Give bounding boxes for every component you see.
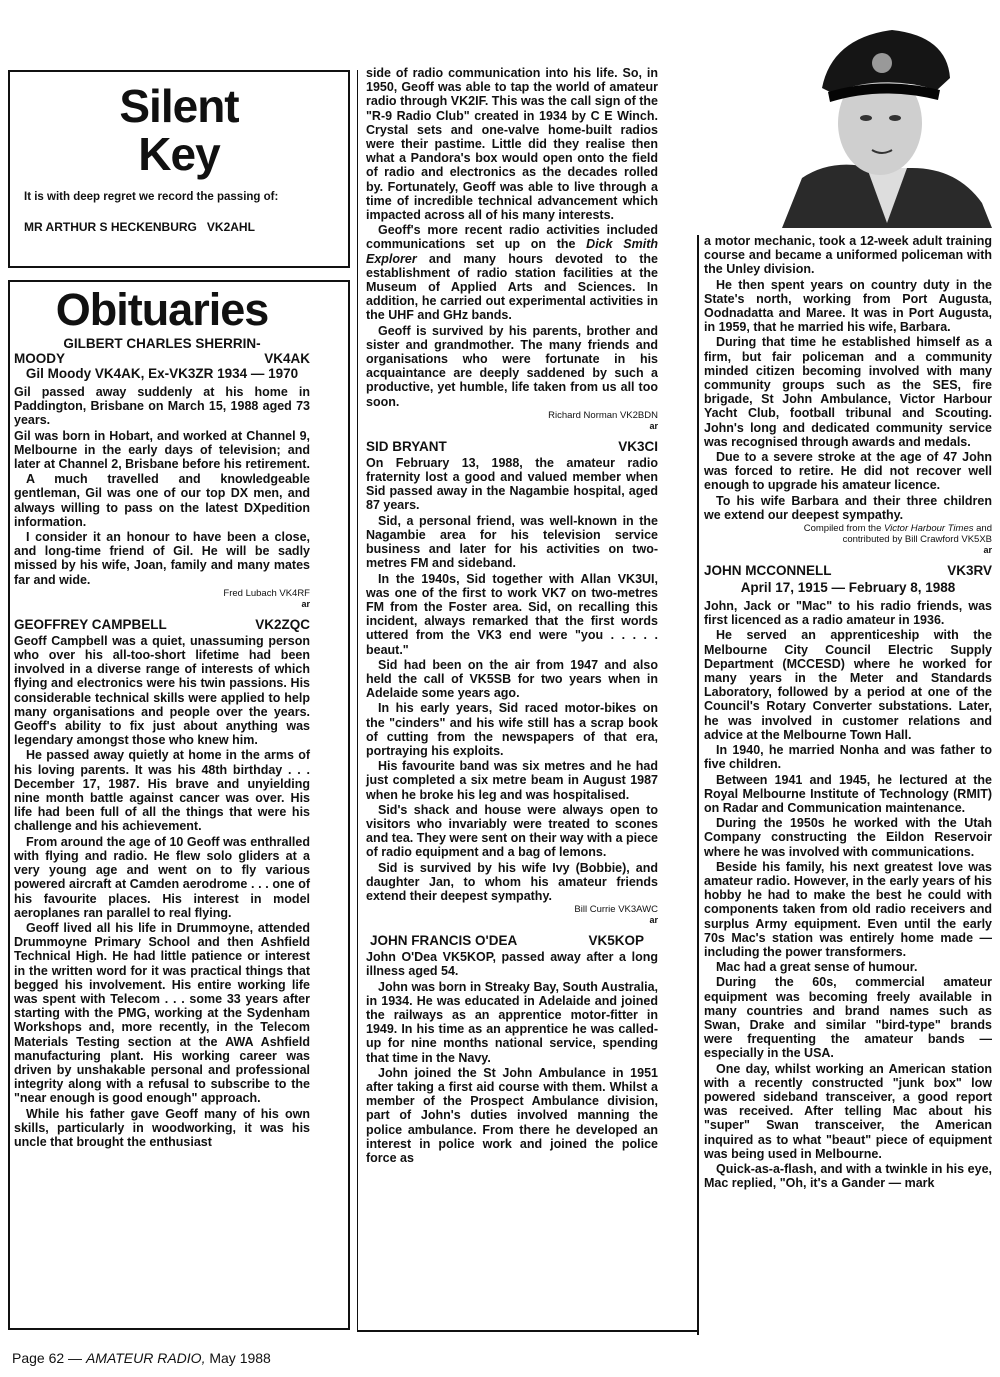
silent-key-intro: It is with deep regret we record the passing of: — [24, 191, 279, 203]
paragraph: In 1940, he married Nonha and was father to five children. — [704, 743, 992, 772]
paragraph: Sid's shack and house were always open to visitors who invariably were treated to scones and tea. They were sent on their way with a piece of radio equipment and a bag of lemons. — [366, 802, 658, 860]
paragraph: While his father gave Geoff many of his own skills, particularly in woodworking, it was his uncle that brought the enthusiast — [14, 1106, 310, 1149]
page-footer: Page 62 — AMATEUR RADIO, May 1988 — [12, 1350, 271, 1366]
column-2 — [366, 66, 658, 1166]
obituaries-title: Obituaries — [55, 284, 269, 335]
paragraph: He then spent years on country duty in the State's north, working from Port Augusta, Oodnadatta and Maree. It was in Port Augusta, in 1959, that he married his wife, Barbara. — [704, 277, 992, 335]
column-rule — [697, 235, 699, 1335]
paragraph: His favourite band was six metres and he had just completed a six metre beam in August 1987 when he broke his leg and was hospitalised. — [366, 759, 658, 802]
gil-subtitle: Gil Moody VK4AK, Ex-VK3ZR 1934 — 1970 — [25, 366, 299, 381]
paragraph: A much travelled and knowledgeable gentleman, Gil was one of our top DX men, and always willing to pass on the latest DXpedition information. — [14, 472, 310, 529]
paragraph: Due to a severe stroke at the age of 47 John was forced to retire. He did not recover well enough to upgrade his amateur licence. — [704, 450, 992, 493]
paragraph: Sid is survived by his wife Ivy (Bobbie), and daughter Jan, to whom his amateur friends extend their deepest sympathy. — [366, 860, 658, 903]
paragraph: Between 1941 and 1945, he lectured at the Royal Melbourne Institute of Technology (RMIT) on Radar and Communication maintenance. — [704, 772, 992, 815]
mcconnell-subtitle: April 17, 1915 — February 8, 1988 — [740, 580, 956, 596]
paragraph: I consider it an honour to have been a close, and long-time friend of Gil. He will be sadly missed by his wife, Joan, family and many mates far and wide. — [14, 530, 310, 587]
column-rule — [357, 70, 358, 1332]
paragraph: John O'Dea VK5KOP, passed away after a long illness aged 54. — [366, 950, 658, 979]
sid-heading: SID BRYANT VK3CI — [366, 438, 658, 454]
silent-key-entry: MR ARTHUR S HECKENBURG VK2AHL — [24, 220, 255, 234]
paragraph: Geoff is survived by his parents, brother and sister and grandmother. The many friends and organisations who were fortunate in his acquaintance are deeply saddened by such a productive, yet humble, life taken from us all too soon. — [366, 323, 658, 409]
policeman-portrait-icon — [762, 18, 992, 228]
column-3 — [704, 234, 992, 1191]
mcconnell-heading: JOHN MCCONNELL VK3RV — [704, 563, 992, 579]
geoffrey-heading: GEOFFREY CAMPBELL VK2ZQC — [14, 616, 310, 632]
paragraph: Mac had a great sense of humour. — [716, 960, 918, 975]
paragraph: During the 60s, commercial amateur equipment was becoming freely available in many countries and brand names such as Swan, Drake and similar "bird-type" brands were frequenting the amateur bands — especially in the USA. — [704, 975, 992, 1061]
column-1 — [14, 286, 310, 1150]
paragraph: John joined the St John Ambulance in 1951 after taking a first aid course with them. Whilst a member of the Prospect Ambulance division, part of John's duties involved manning the police ambulance. From there he developed an interest in police work and joined the police force as — [366, 1065, 658, 1166]
paragraph: He served an apprenticeship with the Melbourne City Council Electric Supply Department (MCCESD) where he worked for many years in the Meter and Standards Laboratory, followed by a period at one of the Council's Rotary Converter substations. Later, he was involved in customer relations and advice at the Melbourne Town Hall. — [704, 628, 992, 742]
paragraph: On February 13, 1988, the amateur radio fraternity lost a good and valued member when Sid passed away in the Nagambie hospital, aged 87 years. — [366, 455, 658, 513]
paragraph: Geoff Campbell was a quiet, unassuming person who over his all-too-short lifetime had been involved in a diverse range of interests of which flying and electronics were his twin passions. His considerable technical skills were applied to help many organisations and people over the years. Geoff's ability to fix just about anything was legendary amongst those who knew him. — [14, 633, 310, 748]
credit: Fred Lubach VK4RF — [223, 587, 310, 599]
paragraph: In his early years, Sid raced motor-bikes on the "cinders" and his wife still has a scrap book of cutting from the newspapers of that era, portraying his exploits. — [366, 701, 658, 758]
credit: Bill Currie VK3AWC — [574, 904, 658, 916]
paragraph: a motor mechanic, took a 12-week adult training course and became a uniformed policeman with the Unley division. — [704, 234, 992, 277]
paragraph: Quick-as-a-flash, and with a twinkle in his eye, Mac replied, "Oh, it's a Gander — mark — [704, 1161, 992, 1191]
end-mark: ar — [649, 915, 658, 926]
column-rule — [358, 1330, 698, 1332]
portrait-photo — [762, 18, 992, 228]
paragraph: John, Jack or "Mac" to his radio friends, was first licenced as a radio amateur in 1936. — [704, 599, 992, 628]
credit: Compiled from the Victor Harbour Times and — [803, 523, 992, 535]
paragraph: John was born in Streaky Bay, South Australia, in 1934. He was educated in Adelaide and joined the railways as an apprentice motor-fitter in 1949. In his time as an apprentice he was called-up for nine months national service, spending that time in the Navy. — [366, 979, 658, 1065]
credit: Richard Norman VK2BDN — [548, 409, 658, 421]
silent-key-box — [8, 70, 350, 268]
silent-key-title: Silent Key — [119, 80, 239, 180]
paragraph: side of radio communication into his life. So, in 1950, Geoff was able to tap the world of amateur radio through VK2IF. This was the call sign of the "R-9 Radio Club" created in 1934 by C E Winch. Crystal sets and one-valve home-built radios were their pastime. Little did they realise then what a Pandora's box would open onto the field of radio and electronics as the decades rolled by. Fortunately, Geoff was able to live through a time of incredible technical advancement which impacted across all of his many interests. — [366, 66, 658, 223]
gil-heading: GILBERT CHARLES SHERRIN- MOODY VK4AK — [14, 336, 310, 366]
paragraph: Geoff lived all his life in Drummoyne, attended Drummoyne Primary School and then Ashfield Technical High. He had little patience or interest in the written word for it was practical things that begged his involvement. His entire working life was spent with Telecom . . . some 33 years after starting with the PMG, working at the Sydenham Workshops and, more recently, in the Telecom Materials Testing section at the AWA Ashfield manufacturing plant. His working career was driven by unshakable personal and professional integrity along with a refusal to subscribe to the "near enough is good enough" approach. — [14, 920, 310, 1106]
end-mark: ar — [301, 598, 310, 609]
end-mark: ar — [649, 420, 658, 431]
paragraph: One day, whilst working an American station with a recently constructed "junk box" low powered sideband transceiver, a good report was received. After telling Mac about his "super" Swan transceiver, the American inquired as to what "beaut" piece of equipment was being used in Melbourne. — [704, 1061, 992, 1161]
paragraph: He passed away quietly at home in the arms of his loving parents. It was his 48th birthday . . . December 17, 1987. His brave and unyielding nine month battle against cancer was over. His life had been full of all the things that were his challenge and his achievement. — [14, 748, 310, 834]
paragraph: Geoff's more recent radio activities included communications set up on the Dick Smith Explorer and many hours devoted to the establishment of radio station facilities at the Museum of Applied Arts and Sciences. In addition, he carried out experimental activities in the UHF and GHz bands. — [366, 223, 658, 323]
paragraph: Gil was born in Hobart, and worked at Channel 9, Melbourne in the early days of television; and later at Channel 2, Brisbane before his retirement. — [14, 428, 310, 472]
end-mark: ar — [983, 545, 992, 556]
credit: contributed by Bill Crawford VK5XB — [842, 534, 992, 546]
paragraph: In the 1940s, Sid together with Allan VK3UI, was one of the first to work VK7 on two-metres FM from the Foster area. Sid, on recalling this incident, always remarked that the first words uttered from the VK3 end were "you . . . . . beaut." — [366, 571, 658, 657]
paragraph: During the 1950s he worked with the Utah Company constructing the Eildon Reservoir where he was involved with communications. — [704, 816, 992, 859]
paragraph: Sid had been on the air from 1947 and also held the call of VK5SB for two years when in Adelaide some years ago. — [366, 657, 658, 701]
paragraph: Gil passed away suddenly at his home in Paddington, Brisbane on March 15, 1988 aged 73 years. — [14, 385, 310, 428]
paragraph: Sid, a personal friend, was well-known in the Nagambie area for his television service business and later for his activities on two-metres FM and sideband. — [366, 513, 658, 571]
paragraph: To his wife Barbara and their three children we extend our deepest sympathy. — [704, 493, 992, 522]
paragraph: During that time he established himself as a firm, but fair policeman and a community minded citizen becoming involved with many community groups such as the SES, fire brigade, St John Ambulance, Victor Harbour Yacht Club, football tribunal and Scouting. John's long and dedicated community service was recognised through awards and medals. — [704, 335, 992, 449]
paragraph: Beside his family, his next greatest love was amateur radio. However, in the early years of his hobby he had to make the best he could with components taken from old radio receivers and surplus Army equipment. Even until the early 70s Mac's station was entirely home made — including the power transformers. — [704, 859, 992, 959]
odea-heading: JOHN FRANCIS O'DEA VK5KOP — [370, 933, 644, 949]
paragraph: From around the age of 10 Geoff was enthralled with flying and radio. He flew solo gliders at a very young age and went on to fly various powered aircraft at Camden aerodrome . . . one of his favourite places. His interest in model aeroplanes ran parallel to real flying. — [14, 834, 310, 920]
